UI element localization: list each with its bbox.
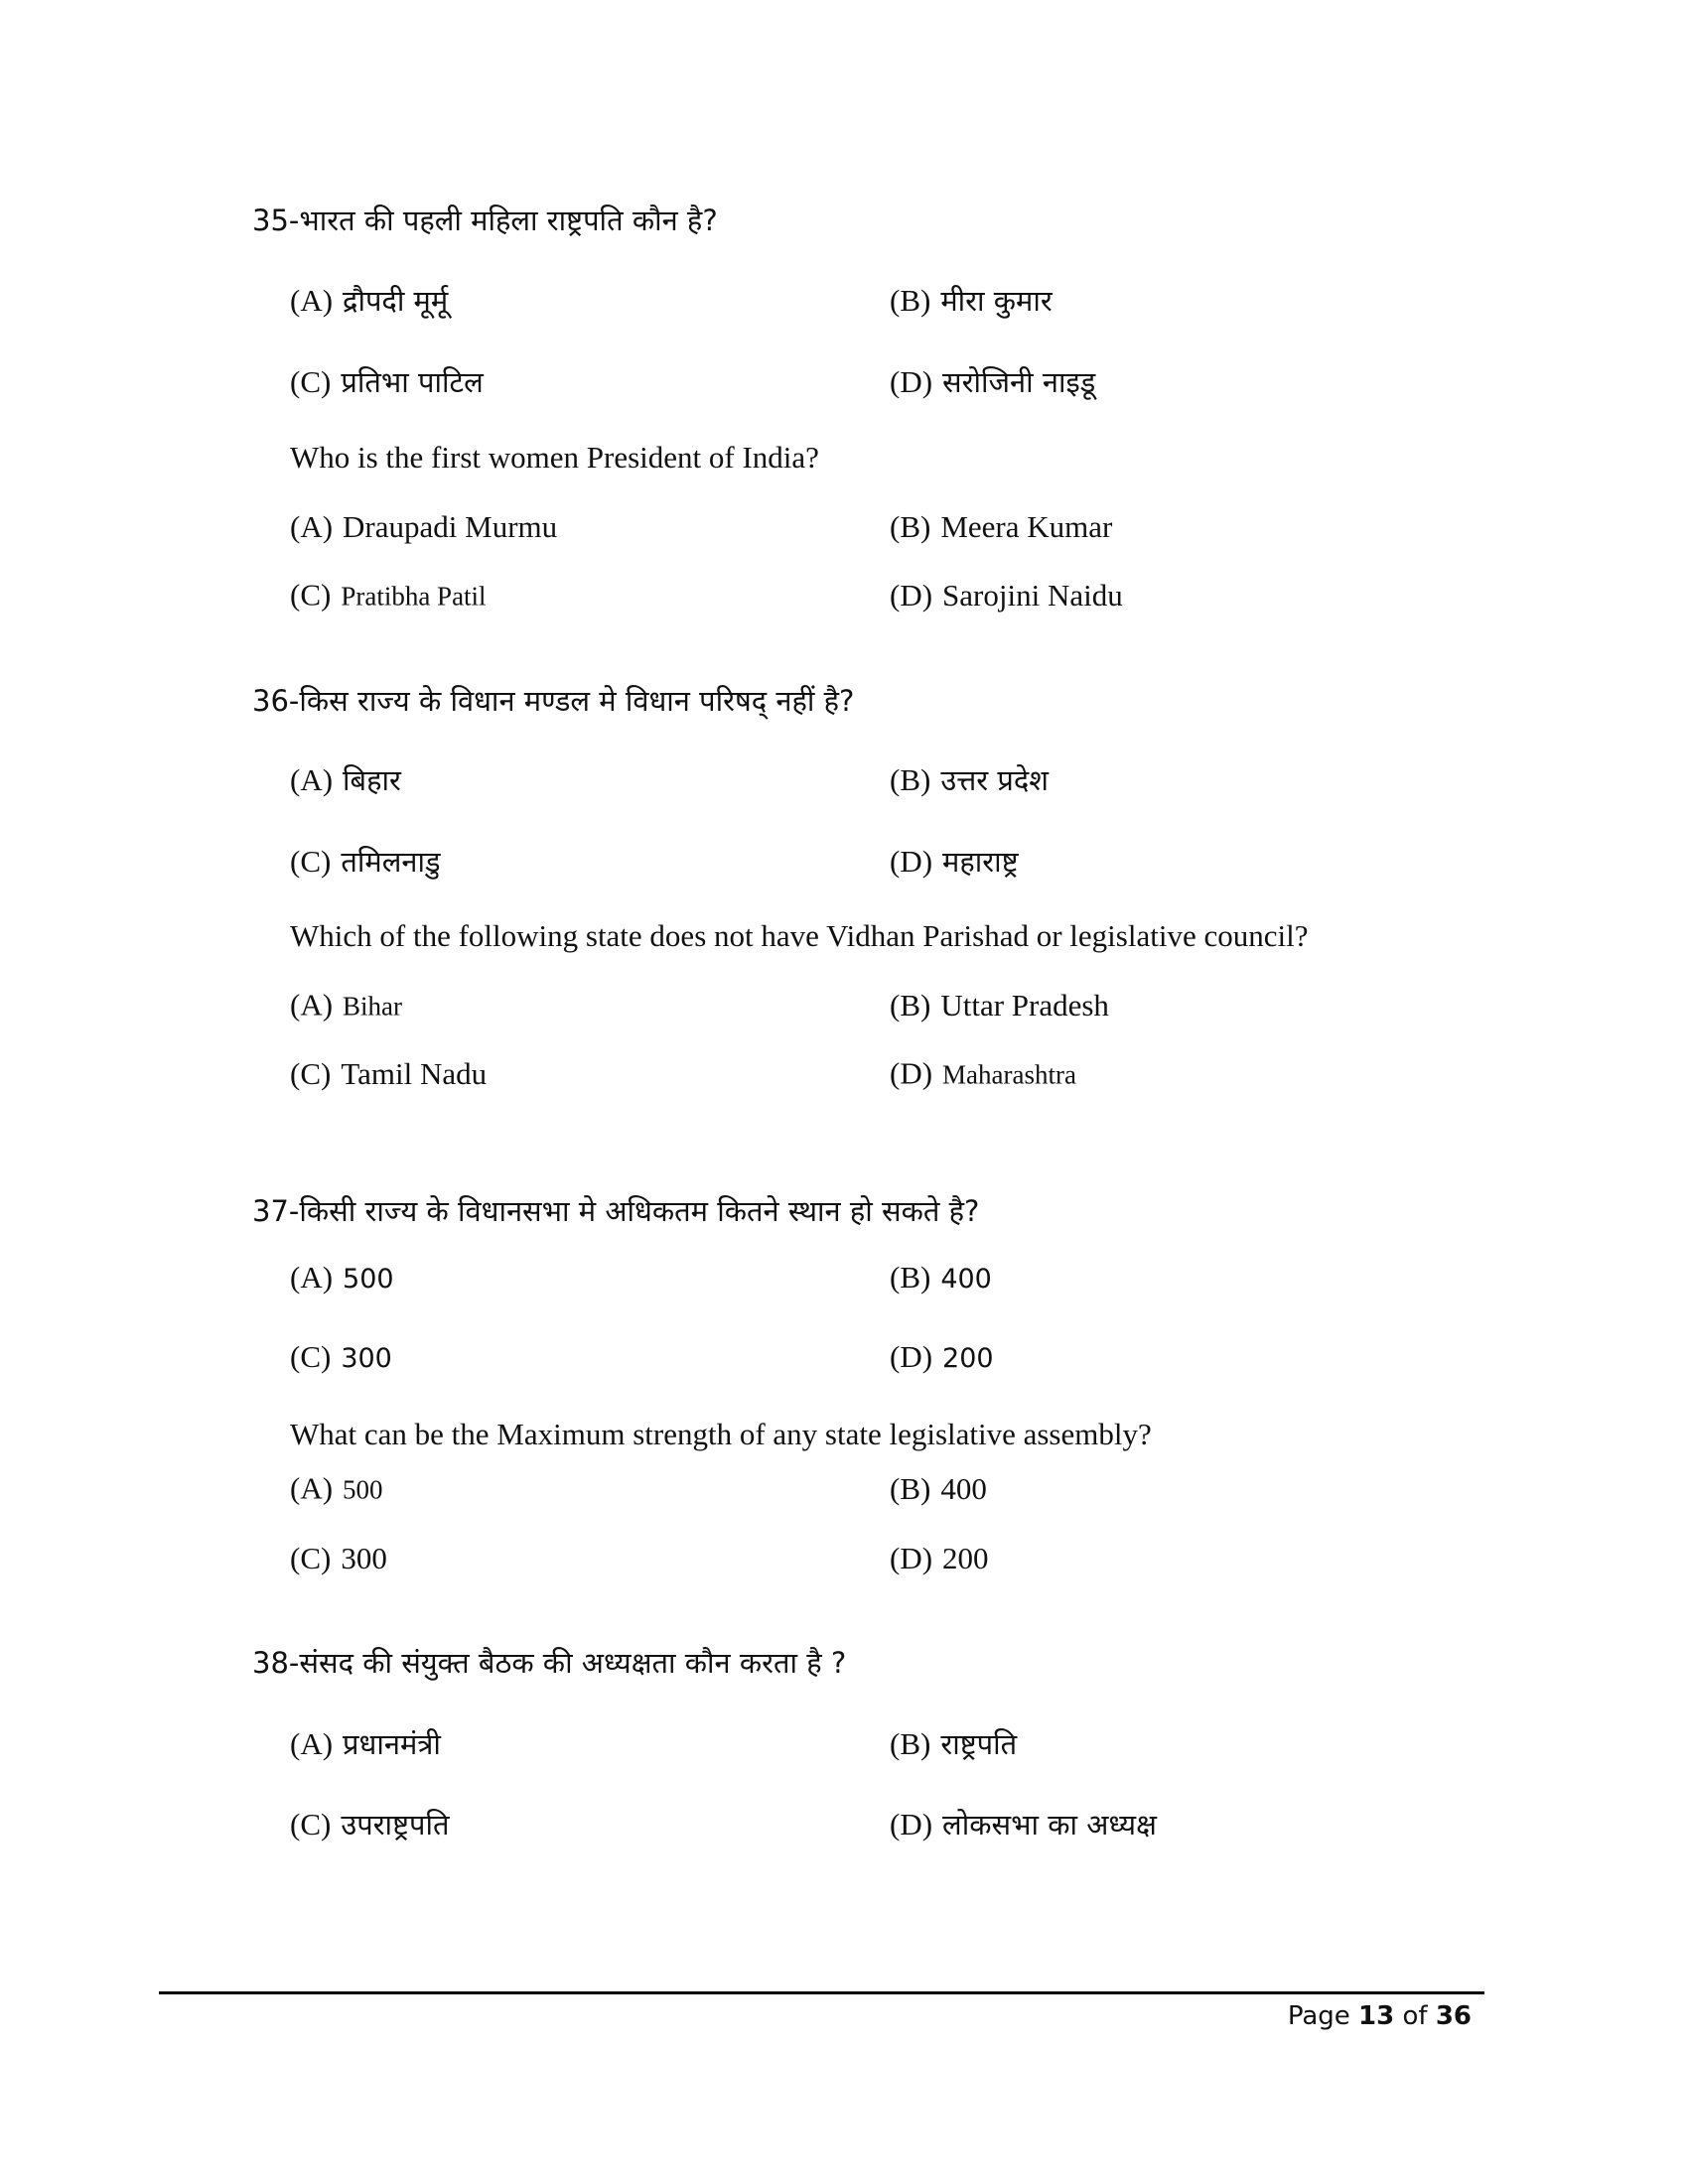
- q37-en-option-c: (C) 300: [290, 1541, 387, 1575]
- q37-hi-option-b: (B) 400: [890, 1260, 992, 1295]
- question-37-hindi: 37-किसी राज्य के विधानसभा मे अधिकतम कितने स्थान हो सकते है?: [252, 1194, 980, 1228]
- q36-hi-option-a: (A) बिहार: [290, 762, 401, 797]
- question-36-english: Which of the following state does not have Vidhan Parishad or legislative council?: [290, 918, 1309, 953]
- q36-hi-option-b: (B) उत्तर प्रदेश: [890, 762, 1049, 797]
- question-37-english: What can be the Maximum strength of any state legislative assembly?: [290, 1417, 1152, 1451]
- question-35-english: Who is the first women President of India?: [290, 440, 819, 475]
- q35-hi-option-d: (D) सरोजिनी नाइडू: [890, 364, 1096, 399]
- q36-hi-option-d: (D) महाराष्ट्र: [890, 844, 1019, 879]
- q36-hi-option-c: (C) तमिलनाडु: [290, 844, 441, 879]
- q37-en-option-b: (B) 400: [890, 1471, 987, 1506]
- question-36-hindi: 36-किस राज्य के विधान मण्डल मे विधान परिषद् नहीं है?: [252, 684, 855, 718]
- page-number: Page 13 of 36: [1287, 2001, 1472, 2031]
- q37-hi-option-c: (C) 300: [290, 1339, 392, 1374]
- q38-hi-option-d: (D) लोकसभा का अध्यक्ष: [890, 1807, 1157, 1842]
- q35-en-option-d: (D) Sarojini Naidu: [890, 578, 1123, 613]
- q35-hi-option-a: (A) द्रौपदी मूर्मू: [290, 283, 449, 318]
- q38-hi-option-c: (C) उपराष्ट्रपति: [290, 1807, 450, 1842]
- q35-hi-option-b: (B) मीरा कुमार: [890, 283, 1053, 318]
- q37-en-option-a: (A) 500: [290, 1470, 383, 1506]
- q38-hi-option-a: (A) प्रधानमंत्री: [290, 1726, 441, 1761]
- q35-en-option-c: (C) Pratibha Patil: [290, 577, 487, 613]
- q35-hi-option-c: (C) प्रतिभा पाटिल: [290, 364, 484, 399]
- q37-hi-option-d: (D) 200: [890, 1339, 994, 1374]
- question-35-hindi: 35-भारत की पहली महिला राष्ट्रपति कौन है?: [252, 204, 718, 237]
- q35-en-option-a: (A) Draupadi Murmu: [290, 509, 558, 544]
- q36-en-option-b: (B) Uttar Pradesh: [890, 988, 1109, 1023]
- q37-en-option-d: (D) 200: [890, 1541, 989, 1575]
- q36-en-option-a: (A) Bihar: [290, 987, 403, 1023]
- q37-hi-option-a: (A) 500: [290, 1260, 394, 1295]
- q36-en-option-d: (D) Maharashtra: [890, 1055, 1076, 1091]
- q36-en-option-c: (C) Tamil Nadu: [290, 1056, 488, 1091]
- q38-hi-option-b: (B) राष्ट्रपति: [890, 1726, 1018, 1761]
- footer-divider: [159, 1991, 1484, 1994]
- question-38-hindi: 38-संसद की संयुक्त बैठक की अध्यक्षता कौन करता है ?: [252, 1646, 847, 1680]
- q35-en-option-b: (B) Meera Kumar: [890, 509, 1113, 544]
